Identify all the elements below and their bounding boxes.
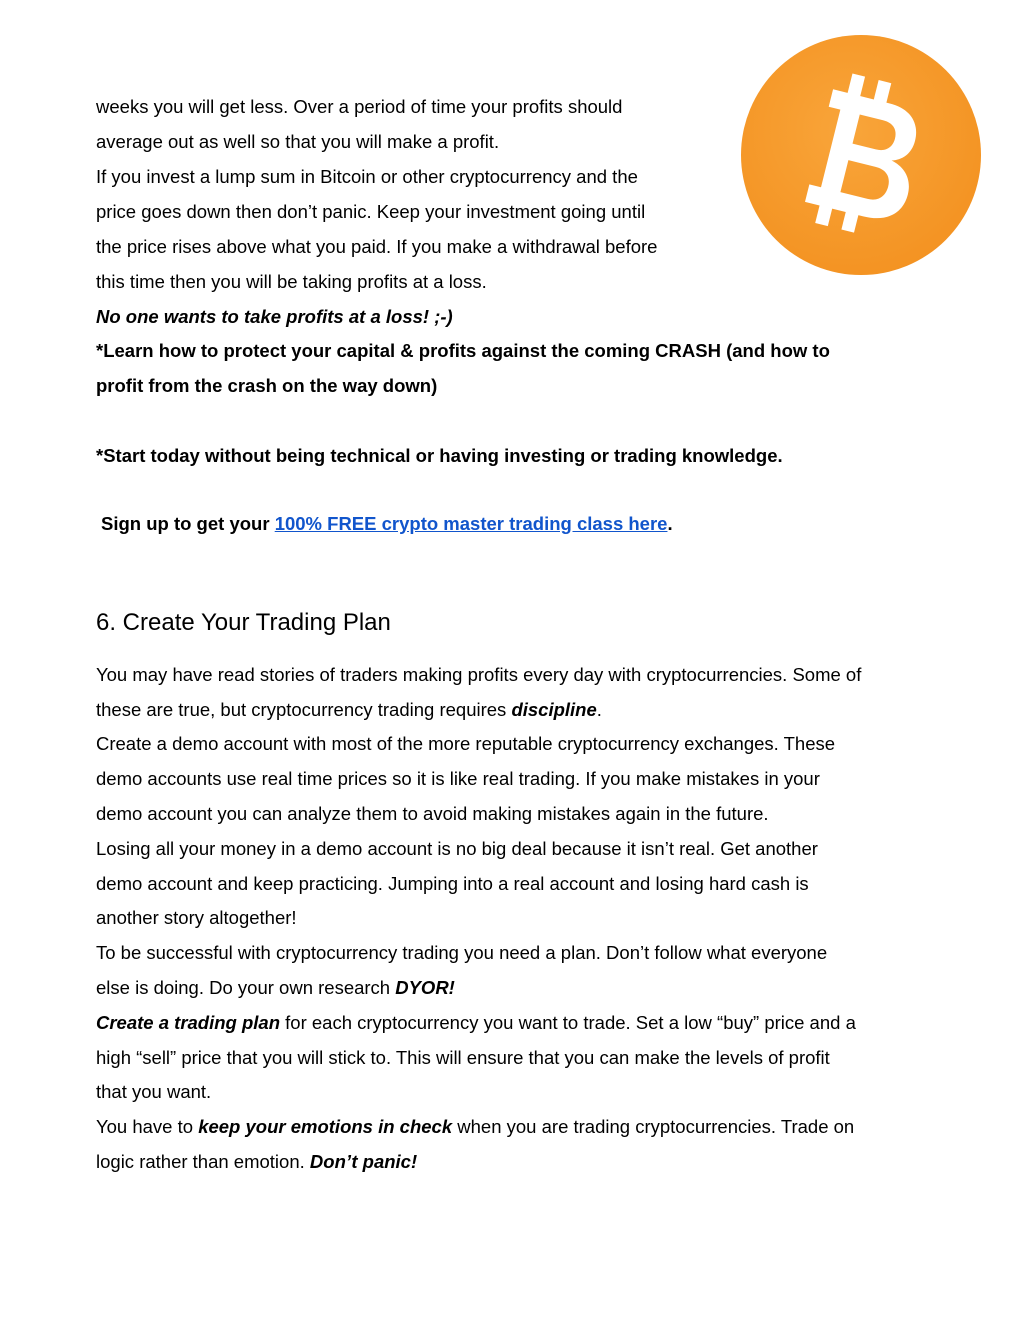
para4-text: else is doing. Do your own research [96, 977, 396, 998]
intro-line-8: *Learn how to protect your capital & profits against the coming CRASH (and how to [96, 340, 830, 361]
trading-plan-emphasis: Create a trading plan [96, 1012, 281, 1033]
bitcoin-logo-icon [740, 34, 982, 276]
para3-line3: another story altogether! [96, 907, 297, 928]
para6-line2 [96, 1151, 417, 1173]
para2-line1: Create a demo account with most of the more reputable cryptocurrency exchanges. These [96, 733, 836, 754]
para4-line2 [96, 977, 455, 999]
para1-text: these are true, but cryptocurrency trading requires [96, 699, 512, 720]
para5-line1 [96, 1012, 856, 1034]
intro-line-3: If you invest a lump sum in Bitcoin or other cryptocurrency and the [96, 166, 638, 187]
para6-text2: logic rather than emotion. [96, 1151, 310, 1172]
intro-line-5: the price rises above what you paid. If you make a withdrawal before [96, 236, 658, 257]
signup-line [101, 513, 673, 535]
para5-line2: high “sell” price that you will stick to. This will ensure that you can make the levels of profit [96, 1047, 830, 1068]
para2-line3: demo account you can analyze them to avoid making mistakes again in the future. [96, 803, 769, 824]
section-heading: 6. Create Your Trading Plan [96, 609, 391, 636]
dont-panic-emphasis: Don’t panic! [309, 1151, 418, 1172]
para1-line2 [96, 699, 602, 721]
para1-line1: You may have read stories of traders making profits every day with cryptocurrencies. Some of [96, 664, 862, 685]
intro-line-9: profit from the crash on the way down) [96, 375, 438, 396]
start-today-line: *Start today without being technical or having investing or trading knowledge. [96, 445, 783, 466]
intro-line-6: this time then you will be taking profits at a loss. [96, 271, 487, 292]
intro-line-4: price goes down then don’t panic. Keep your investment going until [96, 201, 646, 222]
signup-prefix: Sign up to get your [101, 513, 275, 534]
free-class-link[interactable]: 100% FREE crypto master trading class here [274, 513, 668, 534]
para4-line1: To be successful with cryptocurrency trading you need a plan. Don’t follow what everyone [96, 942, 828, 963]
para6-text: You have to [96, 1116, 199, 1137]
intro-line-1: weeks you will get less. Over a period of time your profits should [96, 96, 623, 117]
para3-line2: demo account and keep practicing. Jumping into a real account and losing hard cash is [96, 873, 809, 894]
para5-line3: that you want. [96, 1081, 212, 1102]
para3-line1: Losing all your money in a demo account is no big deal because it isn’t real. Get another [96, 838, 818, 859]
para1-end: . [596, 699, 602, 720]
para5-text: for each cryptocurrency you want to trade. Set a low “buy” price and a [280, 1012, 856, 1033]
discipline-emphasis: discipline [511, 699, 597, 720]
para6-end: when you are trading cryptocurrencies. Trade on [452, 1116, 855, 1137]
para6-line1 [96, 1116, 854, 1138]
emotions-emphasis: keep your emotions in check [198, 1116, 453, 1137]
intro-line-2: average out as well so that you will make a profit. [96, 131, 500, 152]
intro-line-7: No one wants to take profits at a loss! ;-) [96, 306, 453, 327]
signup-suffix: . [667, 513, 673, 534]
dyor-emphasis: DYOR! [395, 977, 455, 998]
para2-line2: demo accounts use real time prices so it is like real trading. If you make mistakes in your [96, 768, 820, 789]
